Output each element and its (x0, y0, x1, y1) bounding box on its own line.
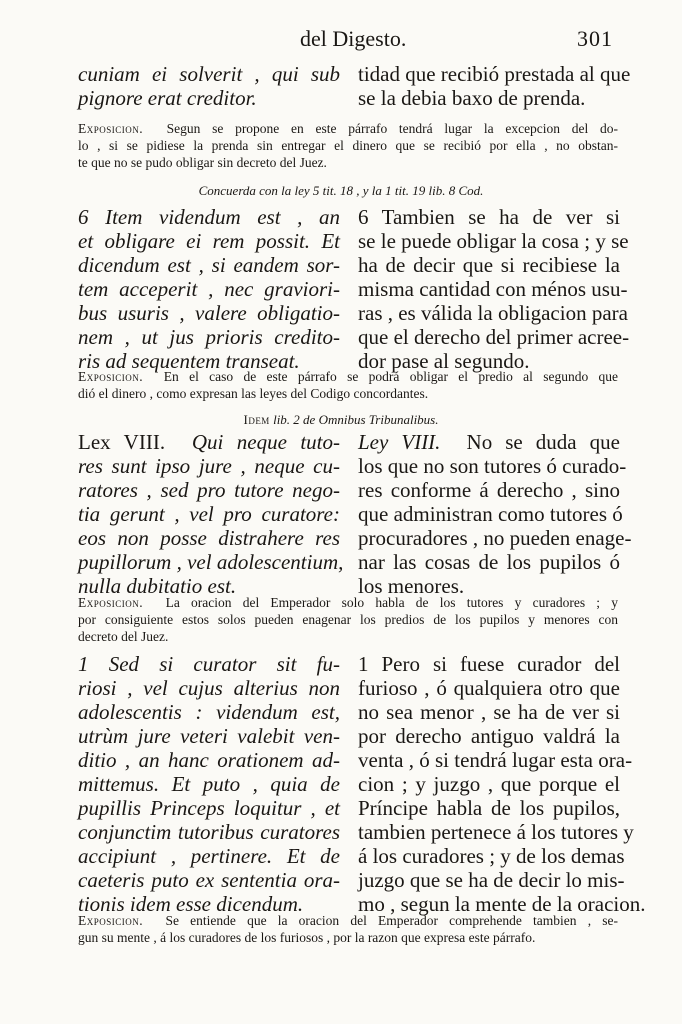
exposicion-note (78, 368, 618, 402)
spanish-line: Ley VIII. No se duda que (358, 430, 620, 454)
exposicion-line: Exposicion. Se entiende que la oracion del Emperador comprehende tambien , se- (78, 913, 618, 928)
spanish-line: tidad que recibió prestada al que (358, 62, 631, 86)
spanish-column (358, 652, 646, 916)
exposicion-note (78, 120, 618, 171)
latin-line: utrùm jure veteri valebit ven- (78, 724, 340, 748)
spanish-line: se la debia baxo de prenda. (358, 86, 586, 110)
lex-heading: Lex VIII. (78, 430, 166, 454)
exposicion-label: Exposicion. (78, 595, 144, 610)
spanish-line: los menores. (358, 574, 465, 598)
latin-column (78, 62, 340, 110)
latin-line: accipiunt , pertinere. Et de (78, 844, 340, 868)
exposicion-line: gun su mente , á los curadores de los furiosos , por la razon que expresa este párrafo. (78, 930, 536, 945)
latin-line: res sunt ipso jure , neque cu- (78, 454, 340, 478)
exposicion-label: Exposicion. (78, 913, 144, 928)
latin-line: ris ad sequentem transeat. (78, 349, 300, 373)
exposicion-label: Exposicion. (78, 121, 144, 136)
spanish-line: procuradores , no pueden enage- (358, 526, 632, 550)
parallel-text-block-paragraph-1 (78, 652, 646, 916)
spanish-line: venta , ó si tendrá lugar esta ora- (358, 748, 633, 772)
exposicion-line: por consiguiente estos solos pueden enagenar los predios de los pupilos y menores con (78, 612, 618, 627)
latin-line: 1 Sed si curator sit fu- (78, 652, 340, 676)
spanish-line: 6 Tambien se ha de ver si (358, 205, 620, 229)
latin-line: adolescentis : videndum est, (78, 700, 340, 724)
exposicion-line: Exposicion. Segun se propone en este párrafo tendrá lugar la excepcion del do- (78, 121, 618, 136)
spanish-column (358, 62, 631, 110)
spanish-line: se le puede obligar la cosa ; y se (358, 229, 629, 253)
latin-line: riosi , vel cujus alterius non (78, 676, 340, 700)
running-title: del Digesto. (300, 26, 407, 51)
idem-label: Idem (243, 412, 270, 427)
spanish-line: res conforme á derecho , sino (358, 478, 620, 502)
exposicion-label: Exposicion. (78, 369, 144, 384)
exposicion-line: dió el dinero , como expresan las leyes del Codigo concordantes. (78, 386, 429, 401)
spanish-line: cion ; y juzgo , que porque el (358, 772, 620, 796)
latin-line: 6 Item videndum est , an (78, 205, 340, 229)
parallel-text-block-paragraph-6 (78, 205, 630, 375)
exposicion-note (78, 912, 618, 946)
latin-line: ratores , sed pro tutore nego- (78, 478, 340, 502)
spanish-line: furioso , ó qualquiera otro que (358, 676, 620, 700)
latin-line: bus usuris , valere obligatio- (78, 301, 340, 325)
latin-column (78, 205, 340, 373)
spanish-column (358, 205, 630, 373)
spanish-column (358, 430, 632, 598)
concordance-reference: Concuerda con la ley 5 tit. 18 , y la 1 tit. 19 lib. 8 Cod. (198, 183, 484, 198)
latin-line: tionis idem esse dicendum. (78, 892, 304, 916)
parallel-text-block-continuation (78, 62, 631, 112)
spanish-line: por derecho antiguo valdrá la (358, 724, 620, 748)
latin-line: pignore erat creditor. (78, 86, 257, 110)
source-reference: Idem lib. 2 de Omnibus Tribunalibus. (243, 412, 439, 427)
latin-line: Lex VIII. Qui neque tuto- (78, 430, 341, 454)
spanish-line: tambien pertenece á los tutores y (358, 820, 634, 844)
page-header (0, 18, 682, 54)
latin-line: mittemus. Et puto , quia de (78, 772, 340, 796)
spanish-line: nar las cosas de los pupilos ó (358, 550, 620, 574)
latin-line: caeteris puto ex sententia ora- (78, 868, 340, 892)
latin-line: nulla dubitatio est. (78, 574, 237, 598)
latin-line: pupillorum , vel adolescentium, (78, 550, 344, 574)
spanish-line: misma cantidad con ménos usu- (358, 277, 628, 301)
latin-line: tem acceperit , nec graviori- (78, 277, 340, 301)
spanish-line: que administran como tutores ó (358, 502, 623, 526)
latin-line: conjunctim tutoribus curatores (78, 820, 340, 844)
spanish-line: que el derecho del primer acree- (358, 325, 630, 349)
exposicion-line: lo , si se pidiese la prenda sin entregar el dinero que se recibió por ella , no obstan- (78, 138, 618, 153)
latin-line: nem , ut jus prioris credito- (78, 325, 340, 349)
latin-column (78, 652, 340, 916)
spanish-line: juzgo que se ha de decir lo mis- (358, 868, 625, 892)
spanish-line: los que no son tutores ó curado- (358, 454, 627, 478)
exposicion-line: Exposicion. La oracion del Emperador solo habla de los tutores y curadores ; y (78, 595, 619, 610)
spanish-line: á los curadores ; y de los demas (358, 844, 625, 868)
exposicion-line: decreto del Juez. (78, 629, 169, 644)
spanish-line: dor pase al segundo. (358, 349, 530, 373)
ley-heading: Ley VIII. (358, 430, 441, 454)
latin-line: ditio , an hanc orationem ad- (78, 748, 340, 772)
spanish-line: ras , es válida la obligacion para (358, 301, 628, 325)
latin-line: dicendum est , si eandem sor- (78, 253, 340, 277)
exposicion-line: Exposicion. En el caso de este párrafo se podrá obligar el predio al segundo que (78, 369, 618, 384)
spanish-line: ha de decir que si recibiese la (358, 253, 620, 277)
latin-column (78, 430, 344, 598)
parallel-text-block-lex-viii (78, 430, 632, 600)
latin-line: pupillis Princeps loquitur , et (78, 796, 340, 820)
page-number: 301 (577, 26, 613, 51)
exposicion-line: te que no se pudo obligar sin decreto del Juez. (78, 155, 327, 170)
latin-line: tia gerunt , vel pro curatore: (78, 502, 340, 526)
exposicion-note (78, 594, 618, 645)
latin-line: cuniam ei solverit , qui sub (78, 62, 340, 86)
spanish-line: Príncipe habla de los pupilos, (358, 796, 620, 820)
spanish-line: no sea menor , se ha de ver si (358, 700, 620, 724)
latin-line: eos non posse distrahere res (78, 526, 340, 550)
spanish-line: mo , segun la mente de la oracion. (358, 892, 646, 916)
latin-line: et obligare ei rem possit. Et (78, 229, 340, 253)
spanish-line: 1 Pero si fuese curador del (358, 652, 620, 676)
